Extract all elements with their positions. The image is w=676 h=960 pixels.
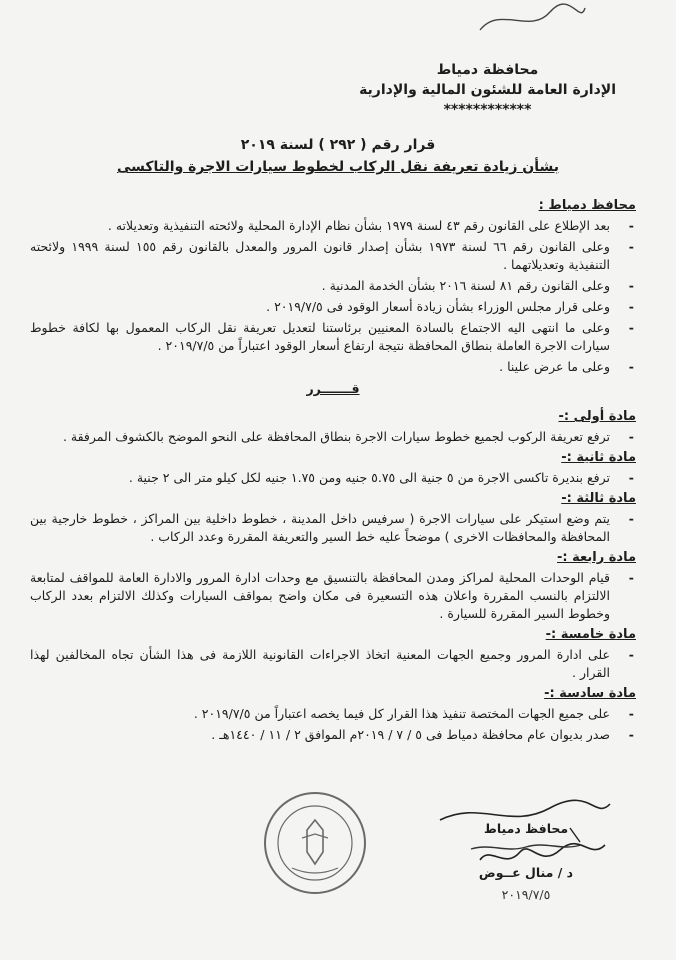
- decides-heading: قـــــــرر: [306, 381, 360, 396]
- bullet-icon: -: [628, 470, 634, 485]
- signature-date: ٢٠١٩/٧/٥: [501, 887, 551, 902]
- decision-subject: بشأن زيادة تعريفة نقل الركاب لخطوط سيارات الاجرة والتاكسى: [116, 159, 559, 175]
- article-5: [30, 626, 636, 682]
- preamble-heading: محافظ دمياط :: [538, 198, 636, 213]
- bullet-icon: -: [628, 647, 634, 662]
- bullet-icon: -: [628, 511, 634, 526]
- preamble-item: - وعلى ما انتهى اليه الاجتماع بالسادة المعنيين برئاستنا لتعديل تعريفة نقل الركاب المعمول بها لكافة خطوط سيارات الاجرة العاملة بنطاق المحافظة نتيجة ارتفاع أسعار الوقود اعتباراً من ٢٠١٩/٧/٥ .: [30, 320, 634, 353]
- article-4: [30, 549, 636, 623]
- bullet-icon: -: [628, 727, 634, 742]
- signature-block: [466, 818, 586, 906]
- signatory-title: محافظ دمياط: [483, 821, 569, 836]
- article-1: [30, 408, 636, 446]
- article-heading: مادة سادسة :-: [544, 686, 636, 701]
- article-item: - ترفع تعريفة الركوب لجميع خطوط سيارات الاجرة بنطاق المحافظة على النحو الموضح بالكشوف المرفقة .: [62, 429, 634, 444]
- bullet-icon: -: [628, 299, 634, 314]
- preamble-item: - وعلى القانون رقم ٨١ لسنة ٢٠١٦ بشأن الخدمة المدنية .: [321, 278, 634, 293]
- article-item: - على ادارة المرور وجميع الجهات المعنية اتخاذ الاجراءات القانونية اللازمة فى هذا الشأن تجاه المخالفين لهذا القرار .: [30, 647, 634, 680]
- issuer-header: [359, 60, 616, 120]
- bullet-icon: -: [628, 218, 634, 233]
- preamble-list: [30, 217, 636, 376]
- article-heading: مادة رابعة :-: [557, 550, 636, 565]
- preamble-item: - وعلى القانون رقم ٦٦ لسنة ١٩٧٣ بشأن إصدار قانون المرور والمعدل بالقانون رقم ١٥٥ لسنة ١٩٩٩ ولائحته التنفيذية وتعديلاتهما .: [30, 239, 634, 272]
- department-name: الإدارة العامة للشئون المالية والإدارية: [359, 82, 616, 98]
- decision-body: [30, 195, 636, 747]
- preamble-item: - وعلى ما عرض علينا .: [499, 359, 634, 374]
- header-stars: ************: [443, 102, 532, 118]
- bullet-icon: -: [628, 320, 634, 335]
- article-item: - ترفع بنديرة تاكسى الاجرة من ٥ جنية الى ٥.٧٥ جنيه ومن ١.٧٥ جنيه لكل كيلو متر الى ٢ جنية .: [128, 470, 634, 485]
- bullet-icon: -: [628, 570, 634, 585]
- article-item: - قيام الوحدات المحلية لمراكز ومدن المحافظة بالتنسيق مع وحدات ادارة المرور والادارة العامة للمواقف لمتابعة الالتزام بالنسب المقررة واعلان هذه التسعيرة فى مكان واضح بمواقف السيارات وكذلك الالتزام بعدد الركاب وخطوط السير المقررة للسيارة .: [30, 570, 634, 621]
- official-seal-icon: [262, 790, 368, 896]
- decision-title: قرار رقم ( ٢٩٢ ) لسنة ٢٠١٩: [240, 137, 436, 153]
- decision-heading: [0, 134, 676, 178]
- article-item: - على جميع الجهات المختصة تنفيذ هذا القرار كل فيما يخصه اعتباراً من ٢٠١٩/٧/٥ .: [193, 706, 634, 721]
- preamble-item: - بعد الإطلاع على القانون رقم ٤٣ لسنة ١٩٧٩ بشأن نظام الإدارة المحلية ولائحته التنفيذية وتعديلاته .: [107, 218, 634, 233]
- handwritten-mark-top: [470, 0, 590, 40]
- bullet-icon: -: [628, 278, 634, 293]
- article-heading: مادة ثالثة :-: [561, 491, 636, 506]
- article-heading: مادة خامسة :-: [545, 627, 636, 642]
- governorate-name: محافظة دمياط: [436, 62, 539, 78]
- signatory-name: د / منال عــوض: [478, 865, 574, 880]
- bullet-icon: -: [628, 359, 634, 374]
- bullet-icon: -: [628, 429, 634, 444]
- bullet-icon: -: [628, 706, 634, 721]
- bullet-icon: -: [628, 239, 634, 254]
- article-6: [30, 685, 636, 744]
- preamble-item: - وعلى قرار مجلس الوزراء بشأن زيادة أسعار الوقود فى ٢٠١٩/٧/٥ .: [266, 299, 634, 314]
- article-item: - يتم وضع استيكر على سيارات الاجرة ( سرفيس داخل المدينة ، خطوط داخلية بين المراكز ، خطوط خارجية بين المحافظة والمحافظات الاخرى ) موضحاً عليه خط السير والتعريفة المقررة وعدد الركاب .: [30, 511, 634, 544]
- article-heading: مادة أولى :-: [558, 409, 636, 424]
- signature-scrawl-icon: [466, 841, 586, 855]
- article-3: [30, 490, 636, 546]
- article-item: - صدر بديوان عام محافظة دمياط فى ٥ / ٧ / ٢٠١٩م الموافق ٢ / ١١ / ١٤٤٠هـ .: [211, 727, 634, 742]
- article-2: [30, 449, 636, 487]
- article-heading: مادة ثانية :-: [561, 450, 636, 465]
